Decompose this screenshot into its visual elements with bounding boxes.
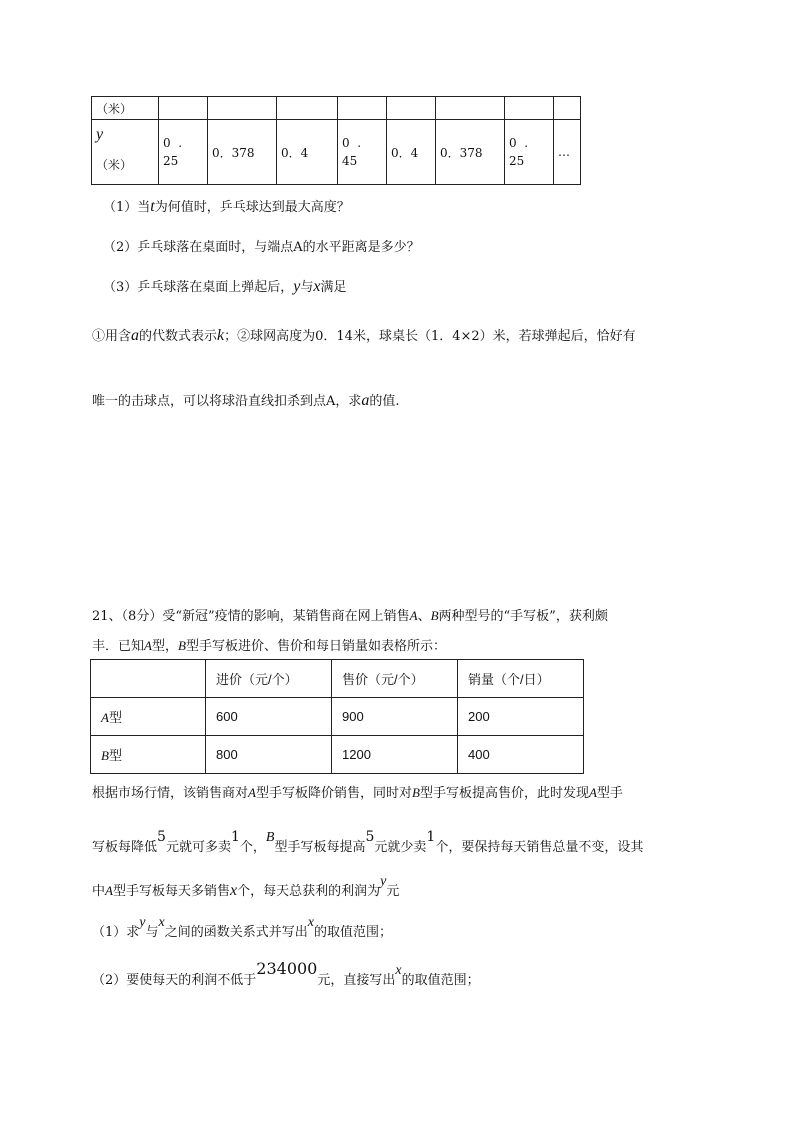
- cell-top: 0: [163, 136, 171, 150]
- model-a: A: [588, 785, 597, 800]
- text: 元就少卖: [374, 840, 427, 855]
- x-variable: x: [307, 915, 314, 930]
- q21-intro-line2: [92, 635, 446, 654]
- number: 5: [157, 829, 166, 845]
- y-variable: y: [293, 278, 301, 295]
- text: 为何值时，乒乓球达到最大高度？: [154, 200, 350, 215]
- table-cell: …: [554, 120, 581, 185]
- table-cell: （米）: [92, 97, 159, 120]
- text: 丰．已知: [92, 639, 145, 654]
- text: ；②球网高度为0．14米，球桌长（1．4×2）米，若球弹起后，恰好有: [224, 329, 636, 344]
- text: 之间的函数关系式并写出: [164, 925, 308, 940]
- text: 型: [108, 748, 122, 763]
- table-cell: [387, 97, 436, 120]
- text: 型，: [151, 639, 178, 654]
- number: 1: [426, 829, 436, 845]
- k-variable: k: [217, 327, 225, 344]
- text: 根据市场行情，该销售商对: [92, 786, 249, 801]
- y-variable: y: [380, 874, 387, 889]
- text: 型手写板每天多销售: [112, 884, 230, 899]
- q21-intro-line1: [92, 605, 608, 624]
- table-cell: [159, 120, 208, 185]
- table-cell: [92, 120, 159, 185]
- number: 5: [365, 829, 375, 845]
- model-cell: [91, 736, 206, 774]
- header-cell: [91, 660, 206, 698]
- table-cell: 0．378: [208, 120, 277, 185]
- sales-cell: 400: [458, 736, 584, 774]
- cell-bottom: 25: [163, 154, 179, 168]
- q20-part2: （2）乒乓球落在桌面时，与端点A的水平距离是多少？: [103, 240, 420, 255]
- table-row: [92, 120, 581, 185]
- text: 的取值范围；: [313, 925, 392, 940]
- text: 、: [417, 609, 431, 624]
- text: （1）当: [103, 200, 151, 215]
- q21-sub2: [92, 959, 480, 989]
- model-letter: A: [101, 710, 109, 725]
- x-variable: x: [229, 882, 238, 899]
- text: 满足: [320, 280, 347, 295]
- table-cell: [159, 97, 208, 120]
- cell-bottom: 45: [342, 154, 358, 168]
- cell-main: .: [178, 136, 183, 150]
- model-b: B: [265, 830, 275, 845]
- q21-sub1: [92, 915, 392, 941]
- price-table: [90, 659, 584, 774]
- text: ①用含: [92, 329, 132, 344]
- text: 型手: [596, 786, 623, 801]
- table-cell: [505, 97, 554, 120]
- table-cell: 0．4: [277, 120, 338, 185]
- model-cell: [91, 698, 206, 736]
- text: 型手写板降价销售，同时对: [255, 786, 412, 801]
- text: （3）乒乓球落在桌面上弹起后，: [103, 280, 294, 295]
- text: 元: [386, 884, 400, 899]
- model-a: A: [409, 608, 418, 623]
- cell-top: 0: [342, 136, 350, 150]
- header-cell: 售价（元/个）: [332, 660, 458, 698]
- t-variable: t: [150, 198, 155, 215]
- a-variable: a: [361, 392, 370, 409]
- cell-top: 0: [509, 136, 517, 150]
- price-cell: 1200: [332, 736, 458, 774]
- model-a: A: [248, 785, 256, 800]
- text: 的值.: [369, 394, 400, 409]
- price-cell: 900: [332, 698, 458, 736]
- table-row: [91, 736, 584, 774]
- x-variable: x: [313, 278, 321, 295]
- data-table-t-y: [91, 96, 581, 185]
- q20-part3-sub2: [92, 390, 400, 410]
- cell-bottom: 25: [509, 154, 525, 168]
- y-variable: y: [139, 915, 146, 930]
- header-cell: 进价（元/个）: [206, 660, 332, 698]
- table-cell: [505, 120, 554, 185]
- model-b: B: [430, 608, 439, 623]
- y-variable: y: [96, 125, 104, 143]
- text: 个，要保持每天销售总量不变，设其: [435, 840, 644, 855]
- x-variable: x: [395, 963, 402, 978]
- text: 型手写板提高售价，此时发现: [419, 786, 589, 801]
- text: 个，: [239, 840, 266, 855]
- model-b: B: [411, 785, 420, 800]
- model-a: A: [105, 883, 113, 898]
- cost-cell: 800: [206, 736, 332, 774]
- table-header-row: [91, 660, 584, 698]
- cell-main: .: [524, 136, 529, 150]
- text: （2）要使每天的利润不低于: [92, 973, 257, 988]
- q21-para-line2: [92, 829, 644, 856]
- table-cell: [208, 97, 277, 120]
- text: 21、（8分）受“新冠”疫情的影响，某销售商在网上销售: [92, 609, 410, 624]
- text: 的代数式表示: [139, 329, 218, 344]
- text: 型手写板每提高: [274, 840, 366, 855]
- text: 的取值范围；: [401, 973, 480, 988]
- cost-cell: 600: [206, 698, 332, 736]
- q21-para-line3: [92, 874, 400, 900]
- text: （1）求: [92, 925, 140, 940]
- table-cell: [554, 97, 581, 120]
- text: 写板每降低: [92, 840, 158, 855]
- a-variable: a: [131, 327, 140, 344]
- text: 两种型号的“手写板”，获利颇: [438, 609, 608, 624]
- table-cell: [338, 120, 387, 185]
- model-letter: B: [101, 748, 109, 763]
- table-cell: 0．4: [387, 120, 436, 185]
- q20-part1: [103, 196, 350, 216]
- q20-part3-sub1: [92, 325, 636, 345]
- number: 234000: [256, 959, 318, 978]
- header-cell: 销量（个/日）: [458, 660, 584, 698]
- number: 1: [230, 829, 240, 845]
- model-a: A: [144, 638, 152, 653]
- q21-para-line1: [92, 782, 623, 801]
- unit-label: （米）: [96, 157, 133, 172]
- text: 与: [300, 280, 314, 295]
- table-cell: [277, 97, 338, 120]
- q20-part3: [103, 276, 347, 296]
- table-cell: [436, 97, 505, 120]
- table-cell: [338, 97, 387, 120]
- text: 型: [108, 710, 122, 725]
- text: 个，每天总获利的利润为: [237, 884, 381, 899]
- sales-cell: 200: [458, 698, 584, 736]
- text: 唯一的击球点，可以将球沿直线扣杀到点A，求: [92, 394, 362, 409]
- x-variable: x: [158, 915, 165, 930]
- table-row: [91, 698, 584, 736]
- text: 型手写板进价、售价和每日销量如表格所示：: [185, 639, 446, 654]
- text: 中: [92, 884, 106, 899]
- table-row: [92, 97, 581, 120]
- text: 元就可多卖: [165, 840, 231, 855]
- cell-main: .: [357, 136, 362, 150]
- table-cell: 0．378: [436, 120, 505, 185]
- text: 与: [145, 925, 159, 940]
- model-b: B: [177, 638, 186, 653]
- text: 元，直接写出: [317, 973, 396, 988]
